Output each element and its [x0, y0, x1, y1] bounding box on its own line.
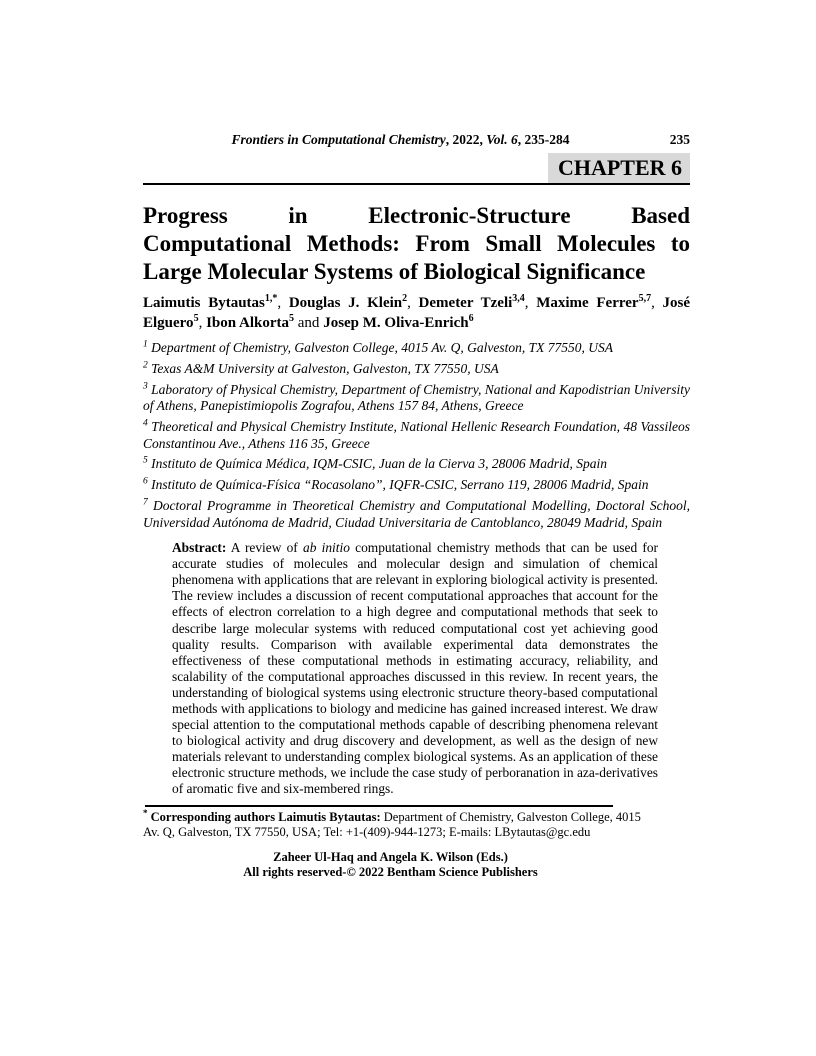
- corresponding-author-footnote: [143, 807, 646, 840]
- running-head-title: [143, 131, 658, 148]
- footnote-text: Department of Chemistry, Galveston College, 4015 Av. Q, Galveston, TX 77550, USA; Tel: +1-(409)-944-1273; E-mails: LBytautas@gc.edu: [143, 809, 641, 839]
- author-name: Laimutis Bytautas: [143, 295, 265, 311]
- text-column: [143, 0, 690, 881]
- author-separator: ,: [198, 314, 207, 331]
- affiliation-text: Department of Chemistry, Galveston College, 4015 Av. Q, Galveston, TX 77550, USA: [147, 340, 613, 355]
- author-name-wrap: [206, 312, 295, 331]
- affiliation-superscript: 4: [143, 418, 148, 429]
- author-name: Douglas J. Klein: [288, 295, 403, 311]
- affiliation-superscript: 3: [143, 381, 148, 392]
- affiliation-superscript: 5: [143, 455, 148, 466]
- affiliation: [143, 340, 690, 356]
- author-name-wrap: [143, 295, 277, 311]
- chapter-title-line: Large Molecular Systems of Biological Significance: [143, 259, 646, 284]
- affiliation: [143, 419, 690, 452]
- author-superscript: 5: [193, 312, 199, 324]
- author-name: Ibon Alkorta: [206, 314, 290, 331]
- page-number: 235: [669, 132, 690, 147]
- affiliations-list: [143, 340, 690, 531]
- affiliation-text: Laboratory of Physical Chemistry, Department of Chemistry, National and Kapodistrian University of Athens, Panepistimiopolis Zografou, Athens 157 84, Athens, Greece: [143, 381, 690, 414]
- chapter-title-line: Computational Methods: From Small Molecules to: [143, 231, 690, 256]
- author-superscript: 1,*: [264, 293, 278, 304]
- header-rule: [143, 153, 690, 185]
- affiliation: [143, 361, 690, 377]
- author-superscript: 3,4: [512, 293, 525, 304]
- author-separator: ,: [277, 295, 289, 311]
- running-head: [143, 131, 690, 148]
- author-superscript: 2: [402, 293, 408, 304]
- journal-volume: Vol. 6: [486, 132, 518, 147]
- affiliation-text: Theoretical and Physical Chemistry Institute, National Hellenic Research Foundation, 48 Vassileos Constantinou Ave., Athens 116 35, Greece: [143, 419, 690, 451]
- affiliation: [143, 477, 690, 493]
- affiliation-text: Instituto de Química-Física “Rocasolano”, IQFR-CSIC, Serrano 119, 28006 Madrid, Spain: [147, 477, 649, 493]
- affiliation-text: Instituto de Química Médica, IQM-CSIC, Juan de la Cierva 3, 28006 Madrid, Spain: [147, 456, 608, 472]
- author-name: Maxime Ferrer: [536, 295, 639, 311]
- author-superscript: 6: [468, 312, 474, 324]
- author-name-wrap: [289, 295, 407, 311]
- author-separator: and: [294, 314, 324, 331]
- footnote-rule: [145, 805, 613, 807]
- author-name-wrap: [419, 295, 525, 311]
- journal-title: Frontiers in Computational Chemistry: [231, 132, 446, 147]
- author-separator: ,: [651, 295, 663, 311]
- footer-editors: Zaheer Ul-Haq and Angela K. Wilson (Eds.): [273, 849, 508, 864]
- chapter-title-line: Progress in Electronic-Structure Based: [143, 203, 690, 228]
- footnote-lead: Corresponding authors Laimutis Bytautas:: [147, 809, 381, 824]
- author-separator: ,: [524, 295, 537, 311]
- affiliation-superscript: 7: [143, 497, 148, 508]
- chapter-title: [143, 202, 690, 286]
- journal-pages: , 235-284: [517, 132, 570, 147]
- affiliation-text: Doctoral Programme in Theoretical Chemistry and Computational Modelling, Doctoral School, Universidad Autónoma de Madrid, Ciudad Universitaria de Cantoblanco, 28049 Madrid, Spain: [143, 498, 690, 530]
- author-superscript: 5: [289, 312, 295, 324]
- journal-year: , 2022,: [445, 132, 487, 147]
- footnote-marker: *: [143, 807, 148, 818]
- abstract-text-body: computational chemistry methods that can be used for accurate studies of molecules and molecular design and simulation of chemical phenomena with applications that are relevant in exploring biological activity is presented. The review includes a discussion of recent computational approaches that account for the effects of electron correlation to a high degree and computational methods that seek to describe large molecular systems with reduced computational cost yet achieving good quality results. Comparison with available experimental data demonstrates the effectiveness of these computational methods in estimating accuracy, reliability, and scalability of the computational approaches discussed in this review. In recent years, the understanding of biological systems using electronic structure theory-based computational methods with applications to biology and medicine has gained increased interest. We draw special attention to the computational methods capable of describing phenomena relevant to biological activity and drug discovery and development, as well as the design of new materials relevant to understanding complex biological systems. As an application of these electronic structure methods, we include the case study of perboranation in aza-derivatives of aromatic five and six-membered rings.: [172, 540, 658, 797]
- footer-rights: All rights reserved-© 2022 Bentham Science Publishers: [243, 865, 538, 880]
- chapter-badge: CHAPTER 6: [548, 153, 690, 183]
- abstract: [172, 540, 658, 798]
- abstract-latin-phrase: ab initio: [303, 540, 350, 556]
- author-name-wrap: [536, 295, 651, 311]
- author-superscript: 5,7: [638, 293, 652, 304]
- affiliation-superscript: 1: [143, 339, 148, 350]
- affiliation: [143, 456, 690, 472]
- authors-line: [143, 294, 690, 333]
- author-name: Demeter Tzeli: [418, 295, 513, 311]
- affiliation-superscript: 2: [143, 360, 148, 371]
- affiliation-superscript: 6: [143, 476, 148, 487]
- author-name-wrap: [323, 312, 474, 331]
- author-separator: ,: [407, 295, 419, 311]
- author-name: Josep M. Oliva-Enrich: [323, 314, 469, 331]
- publisher-footer: [117, 850, 664, 881]
- abstract-text-lead: A review of: [226, 540, 303, 556]
- abstract-label: Abstract:: [172, 540, 227, 556]
- affiliation: [143, 382, 690, 415]
- affiliation-text: Texas A&M University at Galveston, Galveston, TX 77550, USA: [147, 360, 499, 376]
- author-name: José Elguero: [143, 295, 691, 331]
- affiliation: [143, 498, 690, 531]
